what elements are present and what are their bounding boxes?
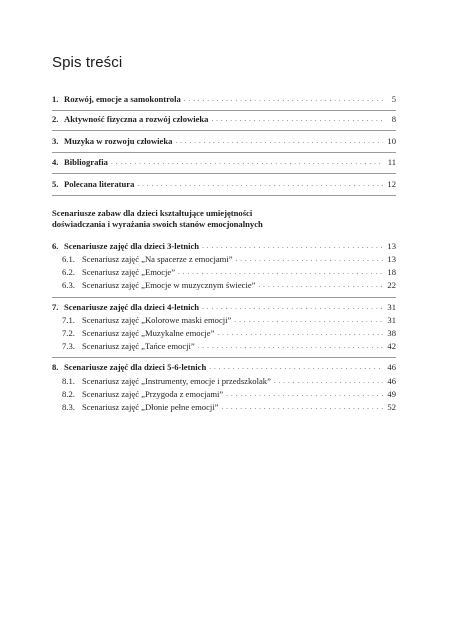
divider bbox=[52, 357, 396, 358]
toc-subentry-number: 7.3. bbox=[62, 341, 75, 351]
toc-subentry-8-3[interactable] bbox=[62, 402, 396, 412]
toc-subentry-label: Scenariusz zajęć „Emocje” bbox=[82, 267, 176, 277]
dot-leader bbox=[226, 390, 383, 399]
toc-subentry-page: 52 bbox=[387, 402, 396, 412]
toc-entry-8[interactable] bbox=[52, 362, 396, 372]
page-title: Spis treści bbox=[52, 54, 123, 71]
section-heading-line: doświadczania i wyrażania swoich stanów emocjonalnych bbox=[52, 219, 263, 229]
divider bbox=[52, 173, 396, 174]
toc-entry-4[interactable] bbox=[52, 157, 396, 167]
toc-subentry-page: 22 bbox=[387, 280, 396, 290]
toc-subentry-label: Scenariusz zajęć „Przygoda z emocjami” bbox=[82, 389, 224, 399]
toc-entry-number: 5. bbox=[52, 179, 59, 189]
toc-entry-label: Bibliografia bbox=[64, 157, 108, 167]
toc-subentry-number: 7.1. bbox=[62, 315, 75, 325]
divider bbox=[52, 110, 396, 111]
toc-entry-page: 46 bbox=[387, 362, 396, 372]
toc-subentry-label: Scenariusz zajęć „Kolorowe maski emocji” bbox=[82, 315, 232, 325]
dot-leader bbox=[209, 363, 383, 372]
section-heading bbox=[52, 208, 396, 230]
toc-subentry-7-1[interactable] bbox=[62, 315, 396, 325]
toc-entry-page: 12 bbox=[387, 179, 396, 189]
toc-entry-label: Polecana literatura bbox=[64, 179, 135, 189]
dot-leader bbox=[198, 342, 383, 351]
toc-subentry-8-1[interactable] bbox=[62, 376, 396, 386]
toc-subentry-number: 6.2. bbox=[62, 267, 75, 277]
toc-subentry-page: 31 bbox=[387, 315, 396, 325]
toc-entry-number: 2. bbox=[52, 114, 59, 124]
toc-subentry-page: 38 bbox=[387, 328, 396, 338]
toc-entry-page: 8 bbox=[391, 114, 396, 124]
toc-entry-number: 1. bbox=[52, 94, 59, 104]
toc-entry-label: Rozwój, emocje a samokontrola bbox=[64, 94, 181, 104]
toc-subentry-7-2[interactable] bbox=[62, 328, 396, 338]
toc-entry-label: Scenariusze zajęć dla dzieci 3-letnich bbox=[64, 241, 200, 251]
dot-leader bbox=[217, 329, 383, 338]
toc-subentry-page: 46 bbox=[387, 376, 396, 386]
toc-subentry-label: Scenariusz zajęć „Tańce emocji” bbox=[82, 341, 195, 351]
toc-entry-page: 31 bbox=[387, 302, 396, 312]
dot-leader bbox=[221, 403, 383, 412]
toc-subentry-number: 6.3. bbox=[62, 280, 75, 290]
toc-subentry-6-3[interactable] bbox=[62, 280, 396, 290]
toc-subentry-label: Scenariusz zajęć „Muzykalne emocje” bbox=[82, 328, 215, 338]
dot-leader bbox=[234, 316, 383, 325]
dot-leader bbox=[236, 255, 383, 264]
toc-entry-7[interactable] bbox=[52, 302, 396, 312]
toc-entry-number: 4. bbox=[52, 157, 59, 167]
toc-subentry-number: 6.1. bbox=[62, 254, 75, 264]
toc-subentry-page: 13 bbox=[387, 254, 396, 264]
dot-leader bbox=[202, 242, 383, 251]
dot-leader bbox=[137, 180, 383, 189]
toc-subentry-label: Scenariusz zajęć „Dłonie pełne emocji” bbox=[82, 402, 219, 412]
section-heading-line: Scenariusze zabaw dla dzieci kształtujące umiejętności bbox=[52, 208, 253, 218]
toc-subentry-7-3[interactable] bbox=[62, 341, 396, 351]
toc-subentry-label: Scenariusz zajęć „Instrumenty, emocje i przedszkolak” bbox=[82, 376, 271, 386]
toc-entry-page: 11 bbox=[387, 157, 396, 167]
toc-subentry-8-2[interactable] bbox=[62, 389, 396, 399]
toc-entry-3[interactable] bbox=[52, 136, 396, 146]
toc-subentry-number: 8.3. bbox=[62, 402, 75, 412]
toc-entry-1[interactable] bbox=[52, 94, 396, 104]
toc-subentry-label: Scenariusz zajęć „Na spacerze z emocjami” bbox=[82, 254, 233, 264]
toc-entry-page: 5 bbox=[391, 94, 396, 104]
toc-entry-page: 13 bbox=[387, 241, 396, 251]
toc-entry-label: Scenariusze zajęć dla dzieci 4-letnich bbox=[64, 302, 200, 312]
toc-entry-5[interactable] bbox=[52, 179, 396, 189]
toc-entry-6[interactable] bbox=[52, 241, 396, 251]
toc-subentry-label: Scenariusz zajęć „Emocje w muzycznym świecie” bbox=[82, 280, 256, 290]
dot-leader bbox=[111, 158, 383, 167]
toc-subentry-6-1[interactable] bbox=[62, 254, 396, 264]
toc-subentry-number: 8.1. bbox=[62, 376, 75, 386]
dot-leader bbox=[175, 137, 383, 146]
dot-leader bbox=[274, 377, 383, 386]
toc-entry-label: Aktywność fizyczna a rozwój człowieka bbox=[64, 114, 209, 124]
toc-subentry-page: 42 bbox=[387, 341, 396, 351]
divider bbox=[52, 297, 396, 298]
dot-leader bbox=[258, 281, 383, 290]
dot-leader bbox=[184, 95, 383, 104]
divider bbox=[52, 195, 396, 196]
toc-entry-label: Muzyka w rozwoju człowieka bbox=[64, 136, 173, 146]
toc-subentry-page: 18 bbox=[387, 267, 396, 277]
dot-leader bbox=[202, 303, 383, 312]
toc-entry-label: Scenariusze zajęć dla dzieci 5-6-letnich bbox=[64, 362, 207, 372]
toc-subentry-page: 49 bbox=[387, 389, 396, 399]
divider bbox=[52, 152, 396, 153]
toc-entry-2[interactable] bbox=[52, 114, 396, 124]
toc-entry-page: 10 bbox=[387, 136, 396, 146]
toc-entry-number: 7. bbox=[52, 302, 59, 312]
toc-entry-number: 8. bbox=[52, 362, 59, 372]
toc-entry-number: 3. bbox=[52, 136, 59, 146]
divider bbox=[52, 130, 396, 131]
dot-leader bbox=[178, 268, 383, 277]
toc-subentry-6-2[interactable] bbox=[62, 267, 396, 277]
toc-subentry-number: 7.2. bbox=[62, 328, 75, 338]
dot-leader bbox=[211, 115, 383, 124]
toc-entry-number: 6. bbox=[52, 241, 59, 251]
toc-subentry-number: 8.2. bbox=[62, 389, 75, 399]
